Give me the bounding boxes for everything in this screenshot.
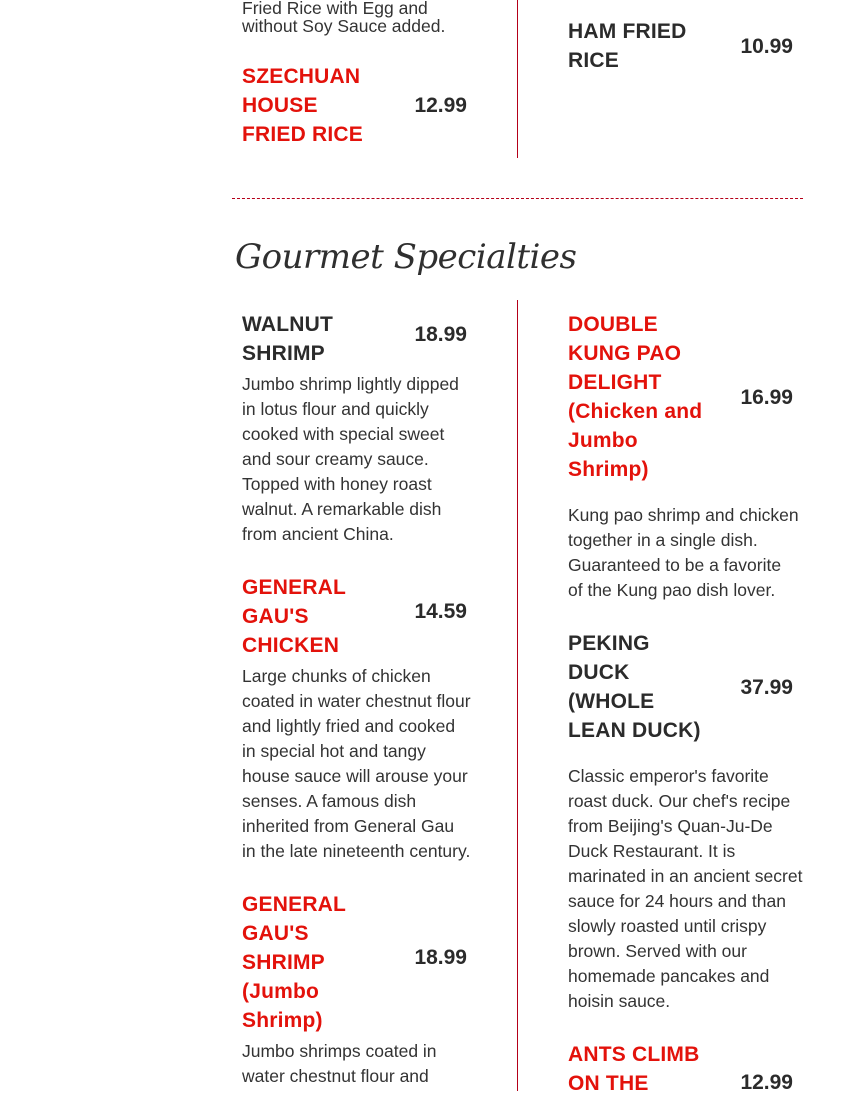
item-description: Kung pao shrimp and chicken together in a single dish. Guaranteed to be a favorite of the Kung pao dish lover. bbox=[568, 505, 799, 600]
item-description: Classic emperor's favorite roast duck. Our chef's recipe from Beijing's Quan-Ju-De Duck Restaurant. It is marinated in an ancient secret sauce for 24 hours and than slowly roasted until crispy brown. Served with our homemade pancakes and hoisin sauce. bbox=[568, 766, 803, 1011]
menu-item-price: 10.99 bbox=[740, 35, 793, 58]
item-description: Jumbo shrimp lightly dipped in lotus flour and quickly cooked with special sweet and sour creamy sauce. Topped with honey roast walnut. A remarkable dish from ancient China. bbox=[242, 374, 459, 544]
menu-item-price: 18.99 bbox=[414, 323, 467, 346]
menu-item-name: ANTS CLIMB ON THE bbox=[568, 1043, 700, 1095]
column-divider bbox=[517, 300, 518, 1091]
menu-item-name: HAM FRIED RICE bbox=[568, 20, 687, 72]
menu-item-name: PEKING DUCK (WHOLE LEAN DUCK) bbox=[568, 632, 701, 742]
menu-item-price: 12.99 bbox=[414, 94, 467, 117]
section-divider bbox=[232, 198, 803, 199]
menu-item-price: 16.99 bbox=[740, 386, 793, 409]
menu-item-price: 14.59 bbox=[414, 600, 467, 623]
menu-item-name: DOUBLE KUNG PAO DELIGHT (Chicken and Jumbo Shrimp) bbox=[568, 313, 703, 481]
item-description: Fried Rice with Egg and without Soy Sauce added. bbox=[242, 0, 446, 36]
item-description: Large chunks of chicken coated in water chestnut flour and lightly fried and cooked in special hot and tangy house sauce will arouse your senses. A famous dish inherited from General Gau in the late nineteenth century. bbox=[242, 666, 471, 861]
menu-item-name: WALNUT SHRIMP bbox=[242, 313, 334, 365]
section-title: Gourmet Specialties bbox=[235, 237, 577, 277]
menu-item-price: 37.99 bbox=[740, 676, 793, 699]
menu-item-price: 12.99 bbox=[740, 1071, 793, 1094]
menu-item-name: GENERAL GAU'S CHICKEN bbox=[242, 576, 347, 657]
column-divider bbox=[517, 0, 518, 158]
menu-item-name: GENERAL GAU'S SHRIMP (Jumbo Shrimp) bbox=[242, 893, 347, 1032]
item-description: Jumbo shrimps coated in water chestnut flour and bbox=[242, 1041, 437, 1086]
menu-item-price: 18.99 bbox=[414, 946, 467, 969]
menu-item-name: SZECHUAN HOUSE FRIED RICE bbox=[242, 65, 364, 146]
